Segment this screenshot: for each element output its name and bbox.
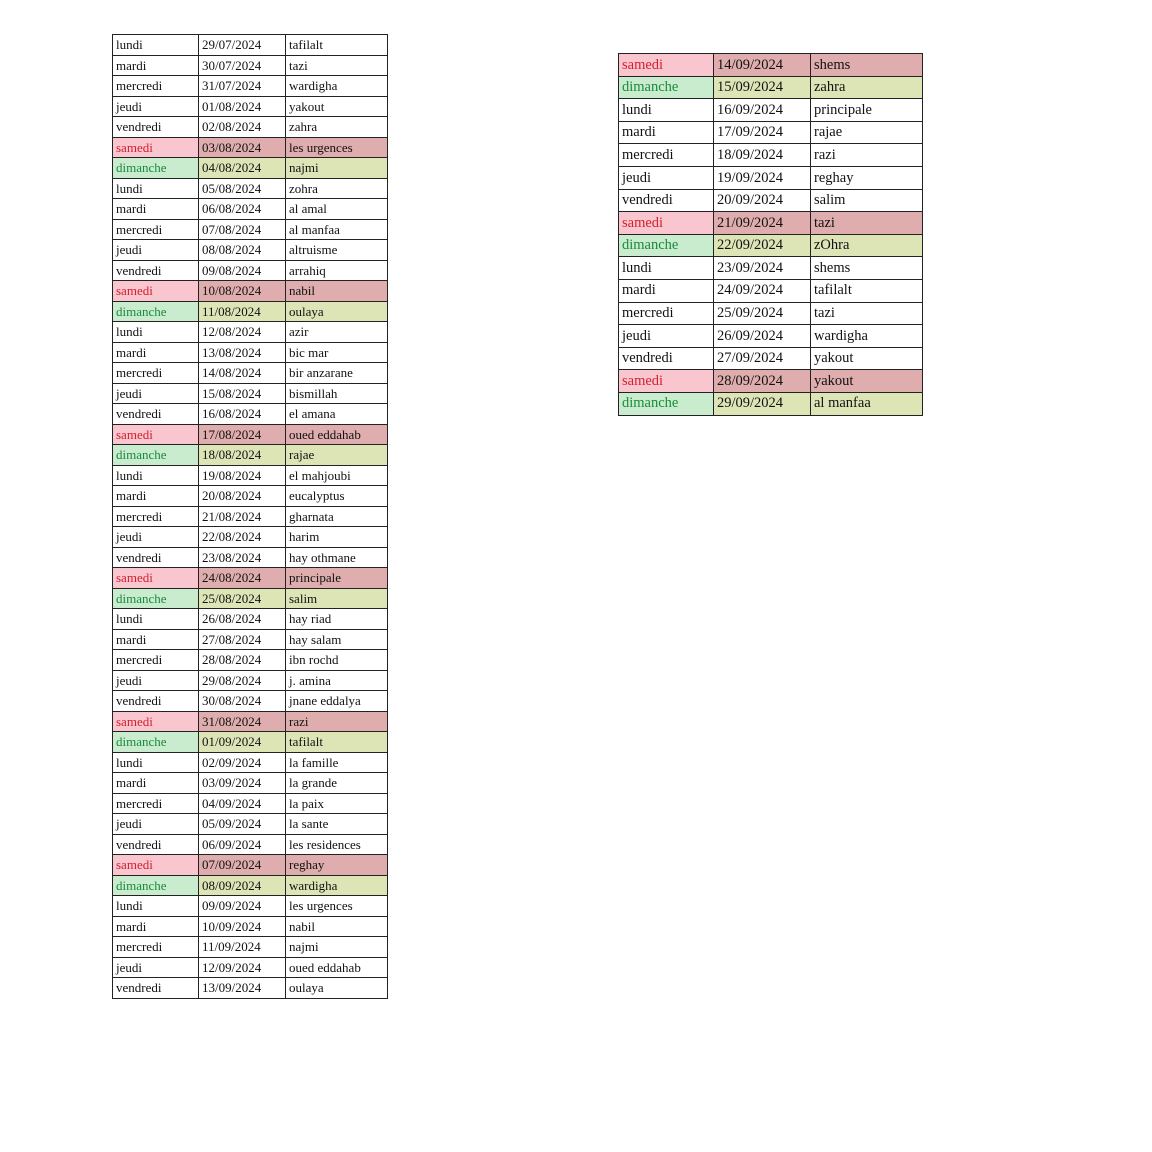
pharmacy-cell: tafilalt: [286, 35, 388, 56]
table-row: [113, 527, 388, 548]
pharmacy-cell: la grande: [286, 773, 388, 794]
date-cell: 24/09/2024: [714, 279, 811, 302]
day-cell: vendredi: [113, 547, 199, 568]
day-cell: mardi: [113, 486, 199, 507]
pharmacy-cell: bic mar: [286, 342, 388, 363]
table-row: [619, 302, 923, 325]
day-cell: mardi: [619, 121, 714, 144]
pharmacy-cell: bismillah: [286, 383, 388, 404]
table-row: [113, 342, 388, 363]
table-row: [113, 650, 388, 671]
day-cell: dimanche: [113, 875, 199, 896]
table-row: [113, 383, 388, 404]
table-row: [113, 732, 388, 753]
table-row: [619, 279, 923, 302]
date-cell: 11/09/2024: [199, 937, 286, 958]
date-cell: 23/08/2024: [199, 547, 286, 568]
pharmacy-cell: tafilalt: [811, 279, 923, 302]
schedule-table-2: [618, 53, 923, 416]
pharmacy-cell: razi: [811, 144, 923, 167]
day-cell: samedi: [113, 424, 199, 445]
table-row: [113, 957, 388, 978]
table-row: [113, 158, 388, 179]
pharmacy-cell: azir: [286, 322, 388, 343]
pharmacy-cell: yakout: [811, 347, 923, 370]
day-cell: mardi: [619, 279, 714, 302]
date-cell: 19/08/2024: [199, 465, 286, 486]
table-row: [113, 568, 388, 589]
table-row: [619, 54, 923, 77]
date-cell: 22/09/2024: [714, 234, 811, 257]
pharmacy-cell: zahra: [811, 76, 923, 99]
day-cell: samedi: [619, 212, 714, 235]
table-row: [113, 35, 388, 56]
day-cell: dimanche: [113, 158, 199, 179]
date-cell: 10/09/2024: [199, 916, 286, 937]
table-row: [113, 178, 388, 199]
table-row: [113, 424, 388, 445]
date-cell: 30/08/2024: [199, 691, 286, 712]
pharmacy-cell: tazi: [811, 302, 923, 325]
table-row: [113, 691, 388, 712]
day-cell: mardi: [113, 342, 199, 363]
date-cell: 11/08/2024: [199, 301, 286, 322]
pharmacy-cell: gharnata: [286, 506, 388, 527]
table-row: [113, 814, 388, 835]
pharmacy-cell: wardigha: [286, 76, 388, 97]
pharmacy-cell: tazi: [286, 55, 388, 76]
day-cell: dimanche: [113, 445, 199, 466]
pharmacy-cell: razi: [286, 711, 388, 732]
day-cell: lundi: [113, 752, 199, 773]
pharmacy-cell: tazi: [811, 212, 923, 235]
table-row: [113, 711, 388, 732]
table-row: [113, 752, 388, 773]
day-cell: mercredi: [113, 650, 199, 671]
pharmacy-cell: oulaya: [286, 301, 388, 322]
pharmacy-cell: principale: [811, 99, 923, 122]
day-cell: dimanche: [113, 588, 199, 609]
day-cell: jeudi: [113, 527, 199, 548]
date-cell: 04/08/2024: [199, 158, 286, 179]
pharmacy-cell: ibn rochd: [286, 650, 388, 671]
day-cell: dimanche: [619, 234, 714, 257]
date-cell: 12/08/2024: [199, 322, 286, 343]
pharmacy-cell: hay salam: [286, 629, 388, 650]
pharmacy-cell: al amal: [286, 199, 388, 220]
date-cell: 06/08/2024: [199, 199, 286, 220]
day-cell: samedi: [619, 54, 714, 77]
pharmacy-cell: zahra: [286, 117, 388, 138]
table-row: [113, 465, 388, 486]
date-cell: 01/08/2024: [199, 96, 286, 117]
date-cell: 03/09/2024: [199, 773, 286, 794]
table-row: [113, 855, 388, 876]
date-cell: 28/09/2024: [714, 370, 811, 393]
day-cell: jeudi: [619, 325, 714, 348]
pharmacy-cell: hay othmane: [286, 547, 388, 568]
date-cell: 29/08/2024: [199, 670, 286, 691]
date-cell: 16/09/2024: [714, 99, 811, 122]
pharmacy-cell: nabil: [286, 916, 388, 937]
table-row: [113, 117, 388, 138]
table-row: [113, 773, 388, 794]
date-cell: 14/09/2024: [714, 54, 811, 77]
table-row: [619, 166, 923, 189]
pharmacy-cell: j. amina: [286, 670, 388, 691]
date-cell: 25/08/2024: [199, 588, 286, 609]
date-cell: 14/08/2024: [199, 363, 286, 384]
date-cell: 05/09/2024: [199, 814, 286, 835]
table-row: [113, 137, 388, 158]
day-cell: samedi: [113, 855, 199, 876]
pharmacy-cell: la famille: [286, 752, 388, 773]
table-row: [113, 363, 388, 384]
pharmacy-cell: shems: [811, 257, 923, 280]
table-row: [619, 144, 923, 167]
day-cell: vendredi: [113, 117, 199, 138]
date-cell: 13/08/2024: [199, 342, 286, 363]
table-row: [113, 896, 388, 917]
date-cell: 13/09/2024: [199, 978, 286, 999]
pharmacy-cell: najmi: [286, 937, 388, 958]
day-cell: mercredi: [113, 506, 199, 527]
table-row: [619, 234, 923, 257]
day-cell: mercredi: [113, 219, 199, 240]
pharmacy-cell: les residences: [286, 834, 388, 855]
date-cell: 06/09/2024: [199, 834, 286, 855]
table-row: [113, 670, 388, 691]
day-cell: dimanche: [113, 732, 199, 753]
date-cell: 10/08/2024: [199, 281, 286, 302]
day-cell: dimanche: [619, 392, 714, 415]
schedule-table-1: [112, 34, 388, 999]
table-row: [113, 609, 388, 630]
table-row: [113, 199, 388, 220]
date-cell: 18/08/2024: [199, 445, 286, 466]
date-cell: 07/08/2024: [199, 219, 286, 240]
pharmacy-cell: arrahiq: [286, 260, 388, 281]
pharmacy-cell: zohra: [286, 178, 388, 199]
day-cell: mardi: [113, 55, 199, 76]
date-cell: 02/09/2024: [199, 752, 286, 773]
table-row: [619, 325, 923, 348]
day-cell: lundi: [113, 896, 199, 917]
pharmacy-cell: altruisme: [286, 240, 388, 261]
pharmacy-cell: shems: [811, 54, 923, 77]
pharmacy-cell: les urgences: [286, 896, 388, 917]
date-cell: 20/09/2024: [714, 189, 811, 212]
day-cell: jeudi: [113, 383, 199, 404]
day-cell: vendredi: [113, 260, 199, 281]
table-row: [113, 834, 388, 855]
day-cell: samedi: [113, 137, 199, 158]
date-cell: 15/08/2024: [199, 383, 286, 404]
date-cell: 09/08/2024: [199, 260, 286, 281]
date-cell: 16/08/2024: [199, 404, 286, 425]
table-row: [113, 547, 388, 568]
date-cell: 23/09/2024: [714, 257, 811, 280]
date-cell: 24/08/2024: [199, 568, 286, 589]
day-cell: samedi: [113, 281, 199, 302]
day-cell: dimanche: [113, 301, 199, 322]
date-cell: 18/09/2024: [714, 144, 811, 167]
date-cell: 21/08/2024: [199, 506, 286, 527]
day-cell: samedi: [113, 568, 199, 589]
day-cell: mercredi: [619, 302, 714, 325]
date-cell: 28/08/2024: [199, 650, 286, 671]
table-row: [619, 189, 923, 212]
table-row: [619, 347, 923, 370]
day-cell: mardi: [113, 916, 199, 937]
date-cell: 15/09/2024: [714, 76, 811, 99]
day-cell: mercredi: [113, 76, 199, 97]
day-cell: jeudi: [113, 814, 199, 835]
pharmacy-cell: oulaya: [286, 978, 388, 999]
date-cell: 02/08/2024: [199, 117, 286, 138]
date-cell: 17/09/2024: [714, 121, 811, 144]
pharmacy-cell: salim: [811, 189, 923, 212]
day-cell: lundi: [113, 322, 199, 343]
day-cell: vendredi: [113, 691, 199, 712]
date-cell: 31/08/2024: [199, 711, 286, 732]
date-cell: 09/09/2024: [199, 896, 286, 917]
date-cell: 08/09/2024: [199, 875, 286, 896]
pharmacy-cell: rajae: [811, 121, 923, 144]
table-row: [619, 76, 923, 99]
table-row: [113, 240, 388, 261]
pharmacy-cell: jnane eddalya: [286, 691, 388, 712]
day-cell: samedi: [619, 370, 714, 393]
pharmacy-cell: al manfaa: [286, 219, 388, 240]
day-cell: mercredi: [619, 144, 714, 167]
table-row: [113, 793, 388, 814]
pharmacy-cell: harim: [286, 527, 388, 548]
table-row: [113, 96, 388, 117]
date-cell: 07/09/2024: [199, 855, 286, 876]
pharmacy-cell: yakout: [286, 96, 388, 117]
day-cell: jeudi: [619, 166, 714, 189]
table-row: [113, 301, 388, 322]
day-cell: lundi: [113, 609, 199, 630]
pharmacy-cell: oued eddahab: [286, 957, 388, 978]
day-cell: mardi: [113, 629, 199, 650]
day-cell: mardi: [113, 199, 199, 220]
day-cell: jeudi: [113, 957, 199, 978]
day-cell: lundi: [113, 35, 199, 56]
pharmacy-cell: al manfaa: [811, 392, 923, 415]
date-cell: 22/08/2024: [199, 527, 286, 548]
date-cell: 29/09/2024: [714, 392, 811, 415]
table-row: [113, 322, 388, 343]
table-row: [113, 55, 388, 76]
table-row: [113, 486, 388, 507]
table-row: [113, 978, 388, 999]
pharmacy-cell: reghay: [286, 855, 388, 876]
date-cell: 03/08/2024: [199, 137, 286, 158]
date-cell: 31/07/2024: [199, 76, 286, 97]
pharmacy-cell: wardigha: [811, 325, 923, 348]
day-cell: lundi: [619, 257, 714, 280]
day-cell: mercredi: [113, 793, 199, 814]
day-cell: mercredi: [113, 937, 199, 958]
pharmacy-cell: wardigha: [286, 875, 388, 896]
table-row: [113, 588, 388, 609]
table-row: [113, 260, 388, 281]
date-cell: 29/07/2024: [199, 35, 286, 56]
pharmacy-cell: bir anzarane: [286, 363, 388, 384]
pharmacy-cell: les urgences: [286, 137, 388, 158]
date-cell: 21/09/2024: [714, 212, 811, 235]
table-row: [619, 212, 923, 235]
pharmacy-cell: hay riad: [286, 609, 388, 630]
day-cell: mardi: [113, 773, 199, 794]
table-row: [113, 629, 388, 650]
table-row: [619, 370, 923, 393]
pharmacy-cell: najmi: [286, 158, 388, 179]
date-cell: 20/08/2024: [199, 486, 286, 507]
day-cell: dimanche: [619, 76, 714, 99]
pharmacy-cell: el amana: [286, 404, 388, 425]
date-cell: 17/08/2024: [199, 424, 286, 445]
table-row: [113, 916, 388, 937]
pharmacy-cell: la paix: [286, 793, 388, 814]
pharmacy-cell: principale: [286, 568, 388, 589]
day-cell: vendredi: [113, 834, 199, 855]
date-cell: 25/09/2024: [714, 302, 811, 325]
pharmacy-cell: el mahjoubi: [286, 465, 388, 486]
day-cell: lundi: [113, 178, 199, 199]
date-cell: 04/09/2024: [199, 793, 286, 814]
day-cell: jeudi: [113, 240, 199, 261]
pharmacy-cell: reghay: [811, 166, 923, 189]
pharmacy-cell: nabil: [286, 281, 388, 302]
day-cell: mercredi: [113, 363, 199, 384]
day-cell: jeudi: [113, 96, 199, 117]
table-row: [619, 99, 923, 122]
day-cell: samedi: [113, 711, 199, 732]
pharmacy-cell: eucalyptus: [286, 486, 388, 507]
date-cell: 27/08/2024: [199, 629, 286, 650]
date-cell: 01/09/2024: [199, 732, 286, 753]
pharmacy-cell: salim: [286, 588, 388, 609]
table-row: [113, 875, 388, 896]
pharmacy-cell: tafilalt: [286, 732, 388, 753]
day-cell: vendredi: [619, 347, 714, 370]
pharmacy-cell: yakout: [811, 370, 923, 393]
pharmacy-cell: oued eddahab: [286, 424, 388, 445]
date-cell: 27/09/2024: [714, 347, 811, 370]
date-cell: 12/09/2024: [199, 957, 286, 978]
pharmacy-cell: zOhra: [811, 234, 923, 257]
table-row: [113, 76, 388, 97]
day-cell: lundi: [113, 465, 199, 486]
table-row: [619, 121, 923, 144]
table-row: [113, 219, 388, 240]
table-row: [113, 281, 388, 302]
date-cell: 26/09/2024: [714, 325, 811, 348]
day-cell: vendredi: [113, 404, 199, 425]
table-row: [113, 445, 388, 466]
table-row: [113, 404, 388, 425]
pharmacy-cell: la sante: [286, 814, 388, 835]
table-row: [619, 257, 923, 280]
day-cell: jeudi: [113, 670, 199, 691]
day-cell: lundi: [619, 99, 714, 122]
date-cell: 30/07/2024: [199, 55, 286, 76]
pharmacy-cell: rajae: [286, 445, 388, 466]
day-cell: vendredi: [619, 189, 714, 212]
table-row: [113, 937, 388, 958]
date-cell: 05/08/2024: [199, 178, 286, 199]
date-cell: 26/08/2024: [199, 609, 286, 630]
day-cell: vendredi: [113, 978, 199, 999]
date-cell: 08/08/2024: [199, 240, 286, 261]
table-row: [113, 506, 388, 527]
table-row: [619, 392, 923, 415]
date-cell: 19/09/2024: [714, 166, 811, 189]
